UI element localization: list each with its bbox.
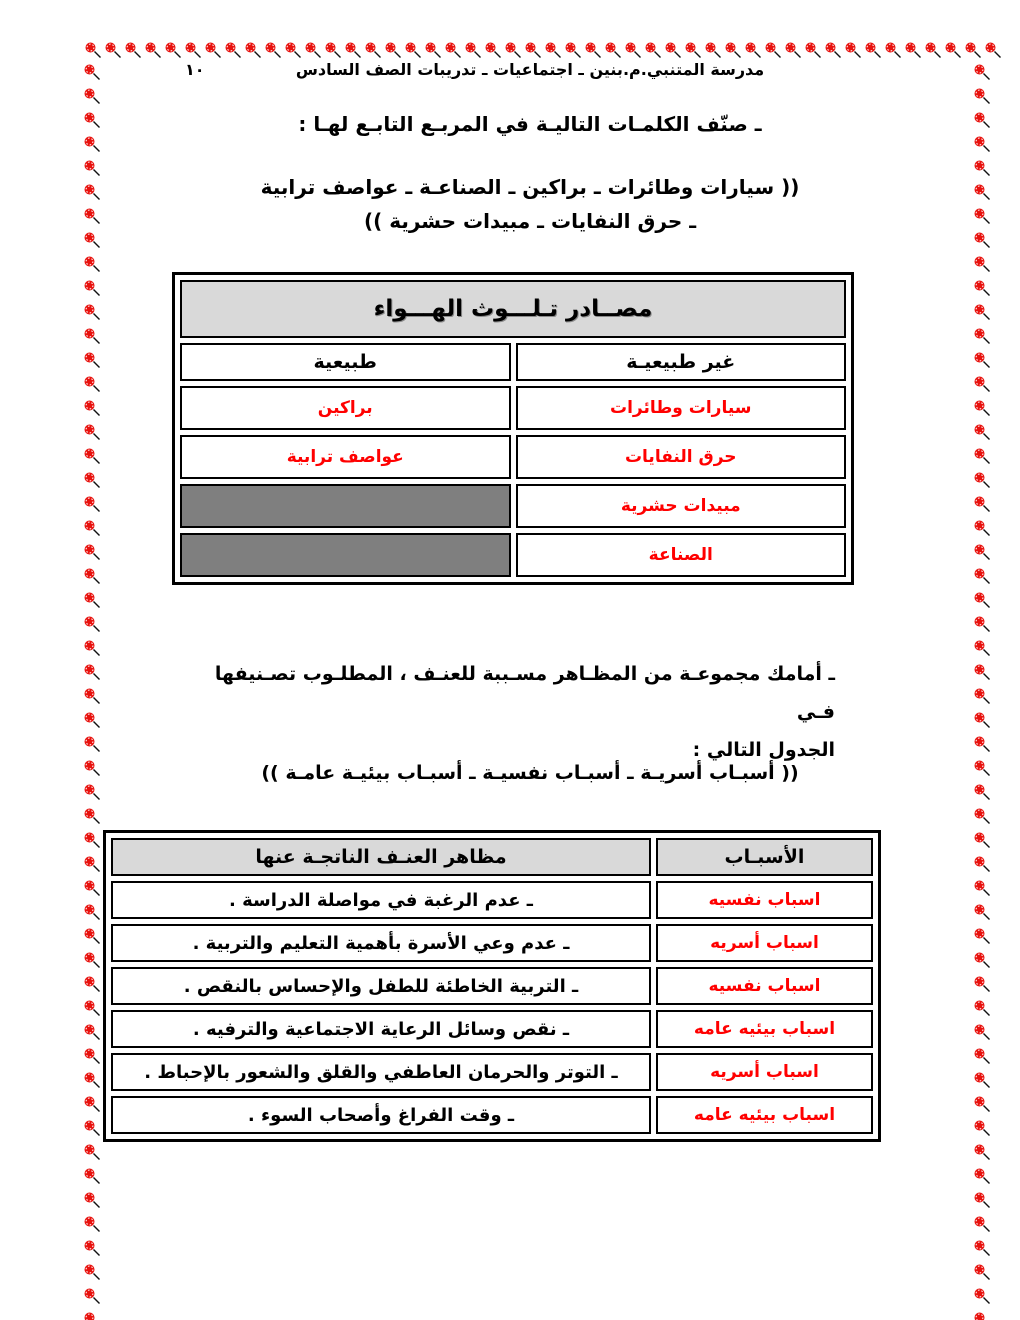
- pushpin-icon: [974, 568, 991, 585]
- pushpin-icon: [805, 42, 822, 59]
- pushpin-icon: [84, 640, 101, 657]
- pushpin-icon: [545, 42, 562, 59]
- table-row: [111, 881, 873, 919]
- pushpin-icon: [974, 880, 991, 897]
- pushpin-icon: [84, 400, 101, 417]
- pushpin-icon: [974, 208, 991, 225]
- pushpin-icon: [84, 256, 101, 273]
- pushpin-icon: [974, 1144, 991, 1161]
- instruction-line1: ـ أمامك مجموعـة من المظـاهر مسـببة للعنـف ، المطلـوب تصـنيفها فـي: [214, 663, 835, 723]
- pushpin-icon: [974, 232, 991, 249]
- word-bank-line2: ـ حرق النفايات ـ مبيدات حشرية )): [363, 209, 697, 233]
- pushpin-icon: [974, 376, 991, 393]
- pushpin-icon: [974, 640, 991, 657]
- pushpin-icon: [84, 1120, 101, 1137]
- pushpin-icon: [84, 472, 101, 489]
- unnatural-cell: الصناعة: [516, 533, 847, 577]
- table-row: [111, 924, 873, 962]
- pushpin-icon: [84, 448, 101, 465]
- pushpin-icon: [505, 42, 522, 59]
- pushpin-icon: [565, 42, 582, 59]
- pushpin-icon: [84, 952, 101, 969]
- table-row: [111, 1096, 873, 1134]
- pushpin-icon: [84, 784, 101, 801]
- pushpin-icon: [974, 1216, 991, 1233]
- column-header-natural: طبيعية: [180, 343, 511, 381]
- pushpin-icon: [84, 1312, 101, 1320]
- pushpin-icon: [974, 1048, 991, 1065]
- cause-cell: اسباب بيئيه عامه: [656, 1096, 873, 1134]
- pushpin-icon: [865, 42, 882, 59]
- pushpin-icon: [974, 352, 991, 369]
- pushpin-icon: [365, 42, 382, 59]
- pushpin-icon: [84, 928, 101, 945]
- unnatural-cell: حرق النفايات: [516, 435, 847, 479]
- pushpin-icon: [974, 736, 991, 753]
- pushpin-icon: [765, 42, 782, 59]
- page-number: ١٠: [185, 60, 205, 79]
- pushpin-icon: [84, 880, 101, 897]
- table-row: [180, 533, 846, 577]
- manifestation-cell: ـ وقت الفراغ وأصحاب السوء .: [111, 1096, 651, 1134]
- pushpin-icon: [84, 1168, 101, 1185]
- pushpin-icon: [974, 592, 991, 609]
- pushpin-icon: [974, 1168, 991, 1185]
- pushpin-icon: [974, 424, 991, 441]
- pushpin-icon: [985, 42, 1002, 59]
- pushpin-icon: [84, 1000, 101, 1017]
- empty-filled-cell: [180, 484, 511, 528]
- pushpin-icon: [745, 42, 762, 59]
- pushpin-icon: [84, 568, 101, 585]
- pushpin-icon: [974, 136, 991, 153]
- pushpin-icon: [84, 1096, 101, 1113]
- pushpin-icon: [974, 304, 991, 321]
- pushpin-icon: [165, 42, 182, 59]
- pushpin-icon: [84, 88, 101, 105]
- table-title: مصــادر تـلـــوث الهـــواء: [180, 280, 846, 338]
- pushpin-icon: [974, 976, 991, 993]
- pushpin-icon: [125, 42, 142, 59]
- pushpin-icon: [84, 712, 101, 729]
- pushpin-icon: [625, 42, 642, 59]
- pushpin-icon: [265, 42, 282, 59]
- page-header-title: مدرسة المتنبي.م.بنين ـ اجتماعيات ـ تدريبات الصف السادس: [295, 60, 765, 79]
- pushpin-icon: [585, 42, 602, 59]
- cause-cell: اسباب نفسيه: [656, 967, 873, 1005]
- pushpin-icon: [105, 42, 122, 59]
- pushpin-icon: [974, 1024, 991, 1041]
- pushpin-icon: [974, 688, 991, 705]
- table-title-row: [180, 280, 846, 338]
- pushpin-icon: [525, 42, 542, 59]
- pushpin-icon: [974, 952, 991, 969]
- pushpin-icon: [974, 544, 991, 561]
- pushpin-icon: [225, 42, 242, 59]
- word-bank: [95, 170, 965, 238]
- pushpin-icon: [245, 42, 262, 59]
- air-pollution-sources-table: [172, 272, 854, 585]
- pushpin-icon: [974, 664, 991, 681]
- pushpin-icon: [685, 42, 702, 59]
- pushpin-icon: [84, 304, 101, 321]
- pushpin-icon: [84, 808, 101, 825]
- manifestation-cell: ـ عدم وعي الأسرة بأهمية التعليم والتربية .: [111, 924, 651, 962]
- pushpin-icon: [885, 42, 902, 59]
- pushpin-icon: [84, 688, 101, 705]
- pushpin-icon: [84, 1288, 101, 1305]
- pushpin-icon: [974, 1072, 991, 1089]
- pushpin-icon: [974, 1288, 991, 1305]
- pushpin-icon: [84, 616, 101, 633]
- pushpin-icon: [974, 280, 991, 297]
- pushpin-icon: [84, 1216, 101, 1233]
- pushpin-icon: [84, 352, 101, 369]
- pushpin-icon: [84, 1264, 101, 1281]
- pushpin-icon: [84, 376, 101, 393]
- pushpin-icon: [84, 520, 101, 537]
- table-header-row: [111, 838, 873, 876]
- pushpin-icon: [974, 328, 991, 345]
- column-header-manifestations: مظاهر العنـف الناتجـة عنها: [111, 838, 651, 876]
- pushpin-icon: [84, 1144, 101, 1161]
- pushpin-icon: [84, 856, 101, 873]
- pushpin-icon: [145, 42, 162, 59]
- pushpin-icon: [205, 42, 222, 59]
- pushpin-icon: [605, 42, 622, 59]
- instruction-line2: الجدول التالي :: [692, 739, 835, 761]
- table-row: [180, 484, 846, 528]
- pushpin-icon: [974, 1264, 991, 1281]
- pushpin-icon: [974, 928, 991, 945]
- pushpin-icon: [84, 136, 101, 153]
- pushpin-icon: [405, 42, 422, 59]
- violence-causes-table: [103, 830, 881, 1142]
- pushpin-icon: [945, 42, 962, 59]
- pushpin-icon: [974, 520, 991, 537]
- pushpin-icon: [974, 256, 991, 273]
- pushpin-icon: [84, 1240, 101, 1257]
- pushpin-icon: [974, 400, 991, 417]
- pushpin-icon: [84, 1024, 101, 1041]
- classification-instruction: ـ صنّف الكلمـات التاليـة في المربـع التابـع لهـا :: [298, 112, 762, 136]
- pushpin-icon: [974, 1000, 991, 1017]
- column-header-causes: الأسبـاب: [656, 838, 873, 876]
- pushpin-icon: [974, 1312, 991, 1320]
- pushpin-icon: [84, 280, 101, 297]
- causes-options: (( أسبـاب أسريـة ـ أسبـاب نفسيـة ـ أسبـاب بيئيـة عامـة )): [261, 762, 799, 784]
- pushpin-icon: [84, 1048, 101, 1065]
- manifestation-cell: ـ التوتر والحرمان العاطفي والقلق والشعور بالإحباط .: [111, 1053, 651, 1091]
- table-row: [111, 967, 873, 1005]
- unnatural-cell: مبيدات حشرية: [516, 484, 847, 528]
- pushpin-icon: [325, 42, 342, 59]
- pushpin-icon: [974, 712, 991, 729]
- pushpin-icon: [974, 760, 991, 777]
- pushpin-icon: [445, 42, 462, 59]
- pushpin-icon: [974, 472, 991, 489]
- pushpin-icon: [974, 160, 991, 177]
- pushpin-icon: [185, 42, 202, 59]
- pushpin-icon: [974, 184, 991, 201]
- pushpin-icon: [974, 904, 991, 921]
- cause-cell: اسباب أسريه: [656, 924, 873, 962]
- pushpin-icon: [974, 64, 991, 81]
- pushpin-icon: [905, 42, 922, 59]
- pushpin-icon: [305, 42, 322, 59]
- cause-cell: اسباب أسريه: [656, 1053, 873, 1091]
- column-header-unnatural: غير طبيعيـة: [516, 343, 847, 381]
- empty-filled-cell: [180, 533, 511, 577]
- pushpin-icon: [345, 42, 362, 59]
- pushpin-icon: [965, 42, 982, 59]
- violence-causes-instruction: [185, 655, 835, 769]
- unnatural-cell: سيارات وطائرات: [516, 386, 847, 430]
- table-row: [180, 435, 846, 479]
- cause-cell: اسباب بيئيه عامه: [656, 1010, 873, 1048]
- manifestation-cell: ـ التربية الخاطئة للطفل والإحساس بالنقص .: [111, 967, 651, 1005]
- manifestation-cell: ـ عدم الرغبة في مواصلة الدراسة .: [111, 881, 651, 919]
- pushpin-icon: [385, 42, 402, 59]
- pushpin-icon: [84, 424, 101, 441]
- pushpin-icon: [974, 1240, 991, 1257]
- pushpin-icon: [974, 1120, 991, 1137]
- pushpin-icon: [974, 496, 991, 513]
- pushpin-icon: [974, 784, 991, 801]
- table-row: [111, 1010, 873, 1048]
- pushpin-icon: [974, 856, 991, 873]
- pushpin-icon: [84, 592, 101, 609]
- pushpin-icon: [84, 1072, 101, 1089]
- pushpin-icon: [665, 42, 682, 59]
- pushpin-icon: [974, 448, 991, 465]
- word-bank-line1: (( سيارات وطائرات ـ براكين ـ الصناعـة ـ عواصف ترابية: [260, 175, 800, 199]
- pushpin-icon: [465, 42, 482, 59]
- pushpin-icon: [974, 808, 991, 825]
- pushpin-icon: [84, 904, 101, 921]
- pushpin-icon: [645, 42, 662, 59]
- pushpin-icon: [925, 42, 942, 59]
- table-row: [180, 386, 846, 430]
- pushpin-icon: [974, 832, 991, 849]
- natural-cell: براكين: [180, 386, 511, 430]
- pushpin-icon: [845, 42, 862, 59]
- table-row: [111, 1053, 873, 1091]
- cause-cell: اسباب نفسيه: [656, 881, 873, 919]
- pushpin-icon: [84, 328, 101, 345]
- pushpin-icon: [84, 832, 101, 849]
- natural-cell: عواصف ترابية: [180, 435, 511, 479]
- pushpin-icon: [974, 88, 991, 105]
- pushpin-icon: [485, 42, 502, 59]
- pushpin-icon: [425, 42, 442, 59]
- manifestation-cell: ـ نقص وسائل الرعاية الاجتماعية والترفيه .: [111, 1010, 651, 1048]
- pushpin-icon: [974, 112, 991, 129]
- pushpin-icon: [725, 42, 742, 59]
- table-header-row: [180, 343, 846, 381]
- pushpin-icon: [84, 736, 101, 753]
- pushpin-icon: [785, 42, 802, 59]
- pushpin-icon: [85, 42, 102, 59]
- pushpin-icon: [974, 616, 991, 633]
- pushpin-icon: [84, 496, 101, 513]
- pushpin-icon: [84, 544, 101, 561]
- pushpin-icon: [84, 1192, 101, 1209]
- pushpin-icon: [84, 664, 101, 681]
- pushpin-icon: [84, 976, 101, 993]
- pushpin-icon: [285, 42, 302, 59]
- pushpin-icon: [974, 1192, 991, 1209]
- pushpin-icon: [825, 42, 842, 59]
- pushpin-icon: [974, 1096, 991, 1113]
- pushpin-icon: [705, 42, 722, 59]
